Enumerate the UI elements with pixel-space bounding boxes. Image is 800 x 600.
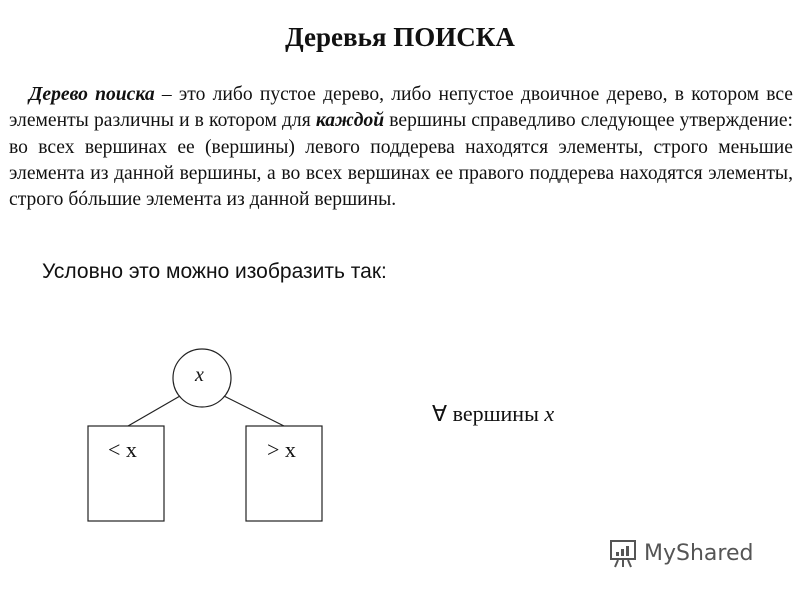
intro-text: Условно это можно изобразить так: [42,260,387,283]
quantifier-var: x [544,401,555,426]
forall-symbol: ∀ [432,401,448,426]
left-subtree-label: < x [108,437,137,462]
left-edge [128,396,180,426]
right-edge [224,396,284,426]
right-subtree-label: > x [267,437,296,462]
root-label: x [195,364,204,386]
definition-text-2: вершины справедливо следующее утверждение: во всех вершинах ее (вершины) левого поддерева находятся элементы, строго меньшие элемента из данной вершины, а во всех вершинах ее правого поддерева находятся элементы, строго бóльшие элемента из данной вершины. [9,110,793,211]
presentation-board-icon [606,536,640,570]
quantifier-text [432,401,554,427]
watermark-text: MyShared [644,540,754,566]
watermark-logo [606,536,753,570]
slide-title: Деревья ПОИСКА [285,22,515,52]
definition-text: – это либо пустое дерево, либо непустое двоичное дерево, в котором все элементы различны и в котором для [9,84,794,132]
quantifier-word: вершины [452,401,539,426]
definition-term: Дерево поиска [29,84,155,105]
definition-emphasis: каждой [315,110,385,132]
